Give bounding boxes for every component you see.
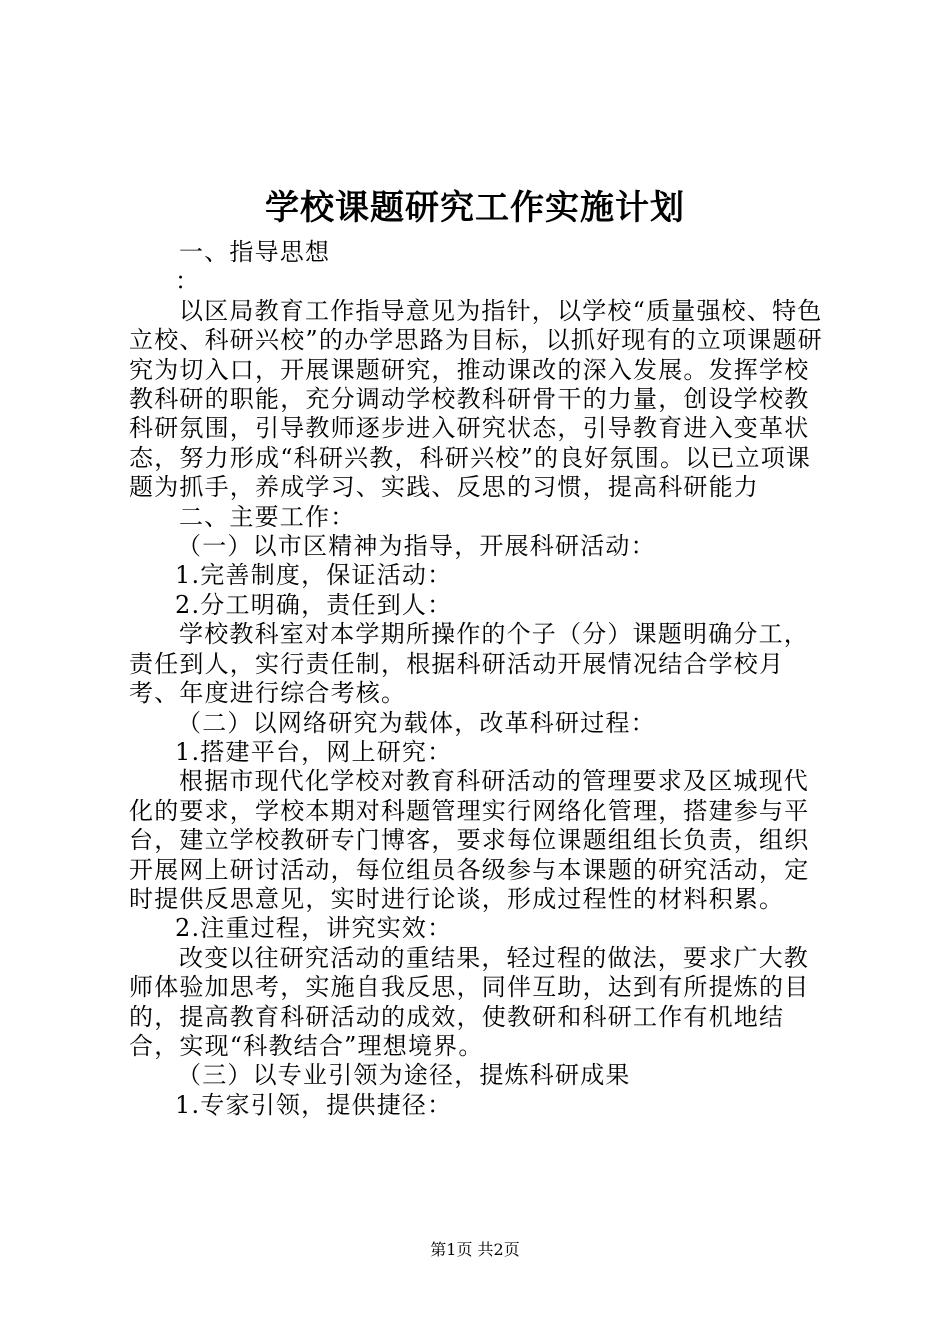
section-heading-1: 一、指导思想 — [179, 238, 331, 266]
colon-line: ： — [175, 267, 201, 296]
paragraph-guiding-thought: 以区局教育工作指导意见为指针，以学校“质量强校、特色立校、科研兴校”的办学思路为目标，以抓好现有的立项课题研究为切入口，开展课题研究，推动课改的深入发展。发挥学校教科研的职能，充分调动学校教科研骨干的力量，创设学校教科研氛围，引导教师逐步进入研究状态，引导教育进入变革状态，努力形成“科研兴教，科研兴校”的良好氛围。以已立项课题为抓手，养成学习、实践、反思的习惯，提高科研能力 — [129, 296, 823, 502]
subsection-heading-1: （一）以市区精神为指导，开展科研活动： — [177, 532, 656, 561]
item-heading: 1.搭建平台，网上研究： — [175, 737, 453, 766]
subsection-heading-2: （二）以网络研究为载体，改革科研过程： — [177, 708, 656, 737]
paragraph-process: 改变以往研究活动的重结果，轻过程的做法，要求广大教师体验加思考，实施自我反思，同伴互助，达到有所提炼的目的，提高教育科研活动的成效，使教研和科研工作有机地结合，实现“科教结合”理想境界。 — [129, 943, 810, 1060]
paragraph-online-research: 根据市现代化学校对教育科研活动的管理要求及区城现代化的要求，学校本期对科题管理实行网络化管理，搭建参与平台，建立学校教研专门博客，要求每位课题组组长负责，组织开展网上研讨活动，每位组员各级参与本课题的研究活动，定时提供反思意见，实时进行论谈，形成过程性的材料积累。 — [129, 767, 810, 913]
document-title: 学校课题研究工作实施计划 — [265, 188, 685, 228]
item-heading: 1.专家引领，提供捷径： — [175, 1090, 453, 1119]
item-heading: 2.注重过程，讲究实效： — [175, 914, 453, 943]
item-heading: 2.分工明确，责任到人： — [175, 590, 453, 619]
document-body — [129, 238, 833, 1120]
subsection-heading-3: （三）以专业引领为途径，提炼科研成果 — [177, 1061, 631, 1090]
section-heading-2: 二、主要工作： — [179, 502, 356, 531]
item-heading: 1.完善制度，保证活动： — [175, 561, 453, 590]
paragraph-division: 学校教科室对本学期所操作的个子（分）课题明确分工，责任到人，实行责任制，根据科研活动开展情况结合学校月考、年度进行综合考核。 — [129, 620, 809, 708]
page-number-footer: 第1页 共2页 — [430, 1240, 520, 1259]
